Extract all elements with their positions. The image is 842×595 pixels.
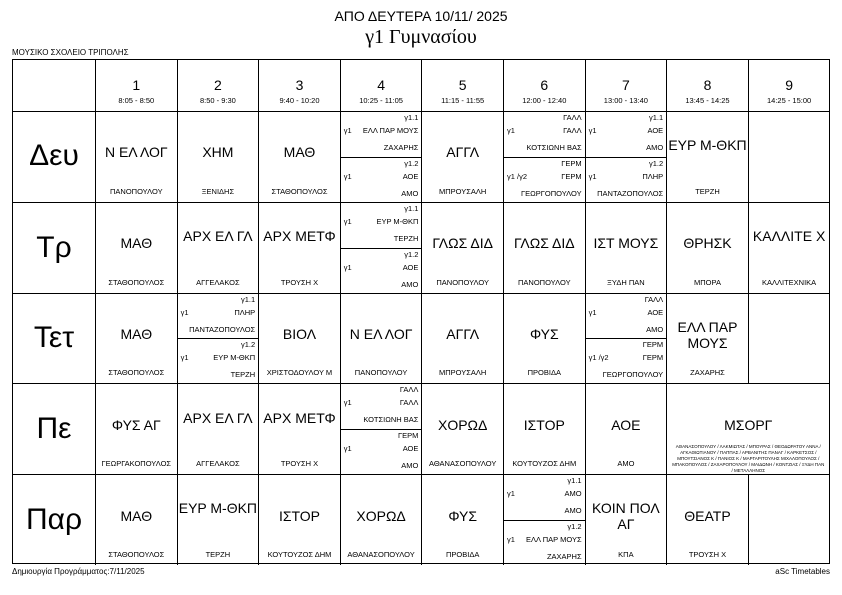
- class-label: γ1: [343, 126, 352, 135]
- subject: ΜΑΘ: [120, 325, 153, 342]
- timetable-date-title: ΑΠΟ ΔΕΥΤΕΡΑ 10/11/ 2025: [334, 8, 508, 24]
- lesson-cell: [177, 383, 259, 474]
- subject: ΧΗΜ: [202, 144, 234, 161]
- period-time: 13:45 - 14:25: [685, 96, 730, 105]
- group-label: γ1.2: [404, 249, 419, 259]
- group-lesson: [341, 429, 422, 474]
- group-label: γ1.2: [241, 340, 256, 350]
- period-header: [585, 60, 667, 111]
- group-teacher: ΓΕΩΡΓΟΠΟΥΛΟΥ: [602, 370, 664, 380]
- day-label: Πε: [13, 383, 95, 474]
- subject: ΑΡΧ ΜΕΤΦ: [263, 227, 336, 244]
- group-subject: ΠΛΗΡ: [234, 307, 256, 317]
- group-lesson: [504, 112, 585, 157]
- class-label: γ1: [343, 216, 352, 226]
- period-time: 13:00 - 13:40: [603, 96, 648, 105]
- period-time: 8:50 - 9:30: [199, 96, 236, 105]
- subject: ΘΕΑΤΡ: [684, 507, 731, 524]
- school-name: ΜΟΥΣΙΚΟ ΣΧΟΛΕΙΟ ΤΡΙΠΟΛΗΣ: [12, 48, 129, 57]
- period-number: 9: [785, 77, 793, 93]
- group-teacher: ΑΜΟ: [401, 188, 419, 198]
- subject: ΜΑΘ: [283, 144, 316, 161]
- group-lesson: [586, 294, 667, 339]
- software-credit: aSc Timetables: [775, 567, 830, 576]
- group-lesson: [586, 112, 667, 157]
- group-lesson: [341, 384, 422, 429]
- group-teacher: ΑΜΟ: [401, 279, 419, 289]
- subject: ΙΣΤ ΜΟΥΣ: [593, 235, 659, 252]
- lesson-cell: [95, 202, 177, 293]
- teacher: ΑΘΑΝΑΣΟΠΟΥΛΟΥ: [429, 459, 497, 469]
- group-label: γ1.2: [567, 522, 582, 532]
- lesson-cell: [421, 383, 503, 474]
- teacher: ΤΕΡΖΗ: [695, 186, 720, 196]
- group-teacher: ΖΑΧΑΡΗΣ: [546, 552, 582, 562]
- teacher: ΧΡΙΣΤΟΔΟΥΛΟΥ Μ: [266, 368, 333, 378]
- teacher: ΑΓΓΕΛΑΚΟΣ: [196, 277, 240, 287]
- period-header: [748, 60, 830, 111]
- teacher: ΤΡΟΥΣΗ Χ: [280, 277, 319, 287]
- teacher: ΠΑΝΟΠΟΥΛΟΥ: [518, 277, 571, 287]
- lesson-cell: [421, 293, 503, 384]
- created-date: Δημιουργία Προγράμματος:7/11/2025: [12, 567, 145, 576]
- group-lesson: [504, 520, 585, 565]
- teacher: ΣΤΑΘΟΠΟΥΛΟΣ: [108, 549, 165, 559]
- period-number: 8: [703, 77, 712, 93]
- teacher: ΠΑΝΟΠΟΥΛΟΥ: [354, 368, 408, 378]
- teacher: ΠΡΟΒΙΔΑ: [446, 549, 480, 559]
- class-label: γ1: [588, 171, 597, 181]
- class-label: γ1: [507, 126, 515, 135]
- teacher: ΣΤΑΘΟΠΟΥΛΟΣ: [271, 186, 328, 196]
- period-time: 11:15 - 11:55: [441, 96, 485, 105]
- lesson-cell: [503, 202, 585, 293]
- class-label: γ1: [180, 353, 189, 363]
- teacher: ΤΡΟΥΣΗ Χ: [280, 459, 319, 469]
- period-number: 3: [295, 77, 304, 93]
- teacher: ΠΑΝΟΠΟΥΛΟΥ: [110, 186, 163, 196]
- group-teacher: ΚΟΤΣΙΩΝΗ ΒΑΣ: [526, 143, 582, 152]
- group-teacher: ΤΕΡΖΗ: [393, 233, 419, 243]
- period-header: [258, 60, 340, 111]
- lesson-cell: [666, 293, 748, 384]
- lesson-cell: [585, 293, 667, 384]
- teacher: ΣΤΑΘΟΠΟΥΛΟΣ: [108, 368, 165, 378]
- group-teacher: ΑΜΟ: [646, 324, 664, 334]
- teacher: ΜΠΟΡΑ: [694, 277, 721, 287]
- lesson-cell: [340, 293, 422, 384]
- class-label: γ1: [180, 307, 189, 317]
- lesson-cell: [340, 474, 422, 565]
- lesson-cell: [585, 474, 667, 565]
- class-label: γ1 /γ2: [588, 353, 609, 363]
- subject: ΕΛΛ ΠΑΡ ΜΟΥΣ: [677, 318, 738, 351]
- group-teacher: ΚΟΤΣΙΩΝΗ ΒΑΣ: [363, 415, 419, 425]
- empty-slot: [748, 474, 830, 565]
- period-number: 6: [540, 77, 549, 93]
- subject: ΙΣΤΟΡ: [523, 416, 565, 433]
- group-subject: ΓΕΡΜ: [561, 171, 582, 181]
- subject: ΧΟΡΩΔ: [437, 416, 488, 433]
- group-label: γ1.2: [404, 158, 419, 168]
- group-label: γ1.1: [567, 476, 582, 486]
- class-label: γ1 /γ2: [507, 171, 528, 181]
- class-label: γ1: [588, 126, 597, 135]
- teacher: ΚΑΛΛΙΤΕΧΝΙΚΑ: [761, 277, 817, 287]
- empty-slot: [748, 293, 830, 384]
- period-number: 5: [458, 77, 467, 93]
- teacher: ΑΜΟ: [617, 459, 635, 469]
- group-label: γ1.1: [404, 113, 419, 122]
- period-header: [340, 60, 422, 111]
- group-subject: ΑΟΕ: [402, 262, 419, 272]
- group-lesson: [586, 338, 667, 383]
- group-teacher: ΤΕΡΖΗ: [230, 370, 256, 380]
- lesson-cell: [258, 293, 340, 384]
- lesson-cell: [340, 111, 422, 202]
- group-lesson: [504, 157, 585, 202]
- lesson-cell: [258, 202, 340, 293]
- class-label: γ1: [507, 535, 515, 545]
- group-subject: ΠΛΗΡ: [642, 171, 664, 181]
- group-label: ΓΕΡΜ: [561, 158, 582, 168]
- lesson-cell: [503, 383, 585, 474]
- day-label: Δευ: [29, 139, 79, 173]
- group-lesson: [341, 203, 422, 248]
- subject: Ν ΕΛ ΛΟΓ: [104, 144, 168, 161]
- subject: ΚΟΙΝ ΠΟΛ ΑΓ: [591, 500, 660, 533]
- lesson-cell: [585, 383, 667, 474]
- group-lesson: [586, 157, 667, 202]
- lesson-cell: [666, 474, 748, 565]
- lesson-cell: [95, 474, 177, 565]
- subject: ΑΓΓΛ: [446, 144, 480, 161]
- lesson-cell: [177, 111, 259, 202]
- group-subject: ΕΛΛ ΠΑΡ ΜΟΥΣ: [526, 535, 582, 545]
- class-label: γ1: [343, 262, 352, 272]
- class-label: γ1: [343, 398, 352, 408]
- subject: ΕΥΡ Μ-ΘΚΠ: [178, 500, 258, 517]
- subject: ΦΥΣ: [529, 325, 559, 342]
- lesson-cell: [666, 383, 829, 474]
- group-teacher: ΑΜΟ: [564, 506, 582, 516]
- group-subject: ΓΑΛΛ: [563, 126, 582, 135]
- subject: ΙΣΤΟΡ: [278, 507, 321, 524]
- group-label: ΓΑΛΛ: [399, 385, 419, 395]
- lesson-cell: [503, 474, 585, 565]
- period-header: [177, 60, 259, 111]
- group-teacher: ΠΑΝΤΑΖΟΠΟΥΛΟΣ: [597, 188, 664, 198]
- group-lesson: [178, 338, 259, 383]
- group-lesson: [504, 475, 585, 520]
- group-teacher: ΓΕΩΡΓΟΠΟΥΛΟΥ: [520, 188, 582, 198]
- subject: ΓΛΩΣ ΔΙΔ: [513, 235, 575, 252]
- teacher: ΚΟΥΤΟΥΖΟΣ ΔΗΜ: [512, 459, 577, 469]
- group-label: ΓΑΛΛ: [563, 113, 582, 122]
- group-subject: ΑΟΕ: [647, 126, 664, 135]
- subject: ΑΡΧ ΕΛ ΓΛ: [183, 409, 253, 426]
- class-title: γ1 Γυμνασίου: [365, 26, 477, 48]
- subject: ΦΥΣ: [448, 507, 478, 524]
- lesson-cell: [95, 383, 177, 474]
- period-time: 8:05 - 8:50: [118, 96, 155, 105]
- group-label: ΓΑΛΛ: [644, 294, 664, 304]
- lesson-cell: [177, 202, 259, 293]
- teacher: ΓΕΩΡΓΑΚΟΠΟΥΛΟΣ: [101, 459, 172, 469]
- group-label: ΓΕΡΜ: [642, 340, 664, 350]
- subject: ΘΡΗΣΚ: [683, 235, 732, 252]
- period-time: 10:25 - 11:05: [359, 96, 403, 105]
- period-number: 7: [621, 77, 630, 93]
- empty-slot: [748, 111, 830, 202]
- subject: ΦΥΣ ΑΓ: [111, 416, 161, 433]
- group-lesson: [341, 248, 422, 293]
- class-label: γ1: [588, 307, 597, 317]
- group-teacher: ΑΜΟ: [401, 461, 419, 471]
- teacher: ΣΤΑΘΟΠΟΥΛΟΣ: [108, 277, 165, 287]
- lesson-cell: [258, 474, 340, 565]
- group-subject: ΑΟΕ: [402, 171, 419, 181]
- subject: ΧΟΡΩΔ: [356, 507, 406, 524]
- teacher: ΤΕΡΖΗ: [205, 549, 231, 559]
- group-label: ΓΕΡΜ: [398, 431, 419, 441]
- class-label: γ1: [507, 489, 515, 499]
- period-time: 12:00 - 12:40: [522, 96, 567, 105]
- group-subject: ΓΕΡΜ: [642, 353, 664, 363]
- teacher: ΜΠΡΟΥΣΑΛΗ: [439, 368, 487, 378]
- subject: ΒΙΟΛ: [282, 325, 317, 342]
- subject: ΑΡΧ ΕΛ ΓΛ: [183, 227, 253, 244]
- timetable-grid: [12, 59, 830, 564]
- lesson-cell: [95, 293, 177, 384]
- teacher: ΠΡΟΒΙΔΑ: [527, 368, 561, 378]
- lesson-cell: [666, 202, 748, 293]
- period-header: [666, 60, 748, 111]
- teacher: ΚΠΑ: [618, 549, 634, 559]
- class-label: γ1: [343, 171, 352, 181]
- period-header: [95, 60, 177, 111]
- lesson-cell: [503, 111, 585, 202]
- lesson-cell: [503, 293, 585, 384]
- subject: ΜΣΟΡΓ: [724, 416, 773, 433]
- lesson-cell: [177, 293, 259, 384]
- period-number: 4: [377, 77, 385, 93]
- group-label: γ1.2: [649, 158, 664, 168]
- teacher: ΑΘΑΝΑΣΟΠΟΥΛΟΥ: [347, 549, 415, 559]
- lesson-cell: [177, 474, 259, 565]
- subject: ΕΥΡ Μ-ΘΚΠ: [668, 137, 747, 154]
- period-number: 1: [132, 77, 141, 93]
- subject: ΓΛΩΣ ΔΙΔ: [432, 235, 493, 252]
- period-number: 2: [213, 77, 222, 93]
- lesson-cell: [421, 202, 503, 293]
- lesson-cell: [421, 474, 503, 565]
- day-label: Παρ: [13, 474, 95, 565]
- lesson-cell: [585, 111, 667, 202]
- group-subject: ΓΑΛΛ: [399, 398, 419, 408]
- group-lesson: [341, 112, 422, 157]
- subject: Ν ΕΛ ΛΟΓ: [349, 325, 413, 342]
- lesson-cell: [340, 202, 422, 293]
- teacher: ΜΠΡΟΥΣΑΛΗ: [439, 186, 487, 196]
- teacher: ΚΟΥΤΟΥΖΟΣ ΔΗΜ: [267, 549, 332, 559]
- group-subject: ΑΜΟ: [564, 489, 582, 499]
- lesson-cell: [748, 202, 830, 293]
- lesson-cell: [340, 383, 422, 474]
- group-label: γ1.1: [404, 203, 419, 213]
- lesson-cell: [421, 111, 503, 202]
- period-header: [421, 60, 503, 111]
- group-subject: ΕΛΛ ΠΑΡ ΜΟΥΣ: [362, 126, 419, 135]
- group-subject: ΑΟΕ: [647, 307, 664, 317]
- lesson-cell: [95, 111, 177, 202]
- teacher: ΠΑΝΟΠΟΥΛΟΥ: [436, 277, 489, 287]
- subject: ΚΑΛΛΙΤΕ Χ: [752, 227, 826, 244]
- period-time: 9:40 - 10:20: [279, 96, 320, 105]
- subject: ΜΑΘ: [120, 235, 153, 252]
- teacher: ΤΡΟΥΣΗ Χ: [688, 549, 727, 559]
- subject: ΑΟΕ: [611, 416, 641, 433]
- group-lesson: [178, 294, 259, 339]
- group-subject: ΕΥΡ Μ-ΘΚΠ: [376, 216, 419, 226]
- group-label: γ1.1: [649, 113, 664, 122]
- group-label: γ1.1: [241, 294, 256, 304]
- lesson-cell: [666, 111, 748, 202]
- subject: ΑΡΧ ΜΕΤΦ: [263, 409, 336, 426]
- group-teacher: ΠΑΝΤΑΖΟΠΟΥΛΟΣ: [189, 324, 256, 334]
- subject: ΑΓΓΛ: [446, 325, 480, 342]
- lesson-cell: [258, 111, 340, 202]
- period-time: 14:25 - 15:00: [766, 96, 812, 105]
- period-header: [503, 60, 585, 111]
- teacher: ΞΥΔΗ ΠΑΝ: [607, 277, 645, 287]
- teacher-list: ΑΘΑΝΑΣΟΠΟΥΛΟΥ / ΛΑΚΜΙΩΤΑΣ / ΜΠΟΥΡΑΣ / ΘΕΟΔΩΡΑΤΟΥ ΑΝΝΑ / ΑΓΚΑΘΙΩΤΙΑΝΟΥ / ΠΑΠΠΑΣ / ΑΡΒΑΝΙΤΗΣ ΠΑΝΑΓ / ΚΑΡΚΕΤΣΟΣ / ΜΠΟΥΤΣΙΑΝΟΣ Κ / ΠΑΝΙΟΣ Κ / ΜΑΡΓΑΡΙΤΟΥΛΗΣ ΜΙΧΑΛΟΠΟΥΛΟΣ / ΜΠΑΚΟΠΟΥΛΟΣ / ΖΑΧΑΡΟΠΟΥΛΟΥ / ΜΑΙΔΩΝΗ / ΚΟΝΤΖΙΑΣ / ΞΥΔΗ ΠΑΝ / ΜΕΤΑΛΛΗΝΟΣ: [672, 444, 825, 474]
- class-label: γ1: [343, 444, 352, 454]
- lesson-cell: [585, 202, 667, 293]
- lesson-cell: [258, 383, 340, 474]
- day-label: Τετ: [13, 293, 95, 384]
- teacher: ΞΕΝΙΔΗΣ: [201, 186, 235, 196]
- teacher: ΖΑΧΑΡΗΣ: [690, 368, 725, 378]
- group-teacher: ΖΑΧΑΡΗΣ: [383, 143, 419, 152]
- group-subject: ΑΟΕ: [402, 444, 419, 454]
- group-subject: ΕΥΡ Μ-ΘΚΠ: [213, 353, 256, 363]
- group-lesson: [341, 157, 422, 202]
- teacher: ΑΓΓΕΛΑΚΟΣ: [196, 459, 240, 469]
- day-label: Τρ: [13, 202, 95, 293]
- subject: ΜΑΘ: [120, 507, 153, 524]
- group-teacher: ΑΜΟ: [646, 143, 664, 152]
